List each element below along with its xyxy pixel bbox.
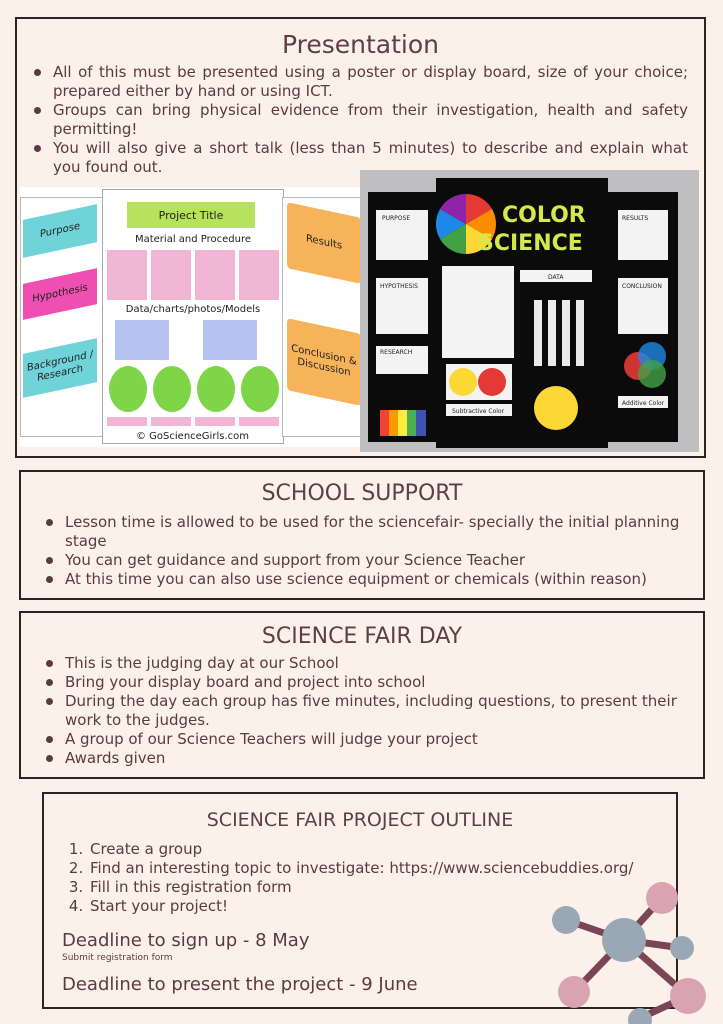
results-label: Results bbox=[305, 233, 343, 252]
placeholder-strip bbox=[151, 417, 191, 426]
science-fair-day-section bbox=[19, 611, 705, 779]
list-item: You will also give a short talk (less than 5 minutes) to describe and explain what you found out. bbox=[53, 139, 688, 176]
material-label: Material and Procedure bbox=[134, 234, 252, 245]
science-fair-day-title: SCIENCE FAIR DAY bbox=[261, 624, 463, 649]
placeholder-box bbox=[151, 250, 191, 300]
list-item: During the day each group has five minutes, including questions, to present their work to the judges. bbox=[65, 692, 703, 730]
board-conclusion: CONCLUSION bbox=[622, 283, 662, 290]
list-item: This is the judging day at our School bbox=[65, 654, 703, 673]
hypothesis-tag bbox=[23, 268, 97, 320]
list-item: Awards given bbox=[65, 749, 703, 768]
purpose-tag bbox=[23, 204, 97, 258]
board-research: RESEARCH bbox=[380, 349, 413, 356]
board-contents bbox=[360, 170, 699, 452]
science-fair-day-bullets bbox=[21, 654, 703, 768]
board-data: DATA bbox=[548, 274, 564, 281]
deadline-signup-note: Submit registration form bbox=[62, 953, 173, 963]
board-hypothesis: HYPOTHESIS bbox=[380, 283, 418, 290]
placeholder-box bbox=[195, 250, 235, 300]
diagram-copyright: © GoScienceGirls.com bbox=[136, 431, 249, 442]
school-support-section bbox=[19, 470, 705, 600]
list-item: Bring your display board and project into school bbox=[65, 673, 703, 692]
school-support-bullets bbox=[21, 513, 703, 589]
placeholder-box bbox=[239, 250, 279, 300]
trifold-left-panel bbox=[20, 197, 104, 437]
board-subtractive: Subtractive Color bbox=[452, 408, 505, 415]
placeholder-box bbox=[107, 250, 147, 300]
project-title-label: Project Title bbox=[158, 208, 224, 222]
placeholder-box bbox=[203, 320, 257, 360]
placeholder-strip bbox=[107, 417, 147, 426]
placeholder-circle bbox=[197, 366, 235, 412]
trifold-center-panel bbox=[102, 189, 284, 444]
list-item: Lesson time is allowed to be used for the sciencefair- specially the initial planning stage bbox=[65, 513, 703, 551]
list-item: All of this must be presented using a poster or display board, size of your choice; prepared either by hand or using ICT. bbox=[53, 63, 688, 100]
list-item: 1. Create a group bbox=[88, 840, 676, 859]
results-tag bbox=[287, 202, 361, 284]
background-label: Background / Research bbox=[26, 348, 94, 384]
board-purpose: PURPOSE bbox=[382, 215, 411, 222]
placeholder-box bbox=[115, 320, 169, 360]
list-item: 4. Start your project! bbox=[88, 897, 676, 916]
data-label: Data/charts/photos/Models bbox=[125, 304, 261, 315]
list-item: 3. Fill in this registration form bbox=[88, 878, 676, 897]
board-title-1: COLOR bbox=[502, 203, 586, 228]
board-photo bbox=[360, 170, 699, 452]
conclusion-tag bbox=[287, 318, 361, 406]
trifold-diagram bbox=[20, 187, 365, 447]
molecule-icon bbox=[540, 872, 723, 1024]
purpose-label: Purpose bbox=[39, 220, 81, 241]
conclusion-label: Conclusion & Discussion bbox=[291, 343, 357, 379]
board-title-2: SCIENCE bbox=[478, 231, 583, 256]
presentation-title: Presentation bbox=[281, 30, 439, 59]
deadline-signup: Deadline to sign up - 8 May bbox=[62, 930, 310, 951]
board-results: RESULTS bbox=[622, 215, 649, 222]
placeholder-circle bbox=[241, 366, 279, 412]
placeholder-circle bbox=[153, 366, 191, 412]
trifold-right-panel bbox=[282, 197, 366, 437]
presentation-section bbox=[15, 17, 706, 458]
placeholder-strip bbox=[195, 417, 235, 426]
school-support-title: SCHOOL SUPPORT bbox=[261, 481, 463, 506]
list-item: At this time you can also use science equipment or chemicals (within reason) bbox=[65, 570, 703, 589]
list-item: 2. Find an interesting topic to investigate: https://www.sciencebuddies.org/ bbox=[88, 859, 676, 878]
placeholder-strip bbox=[239, 417, 279, 426]
presentation-bullets bbox=[17, 63, 704, 177]
list-item: A group of our Science Teachers will judge your project bbox=[65, 730, 703, 749]
project-title-tag bbox=[127, 202, 255, 228]
list-item: You can get guidance and support from your Science Teacher bbox=[65, 551, 703, 570]
project-outline-title: SCIENCE FAIR PROJECT OUTLINE bbox=[206, 809, 514, 831]
background-tag bbox=[23, 338, 97, 398]
hypothesis-label: Hypothesis bbox=[32, 282, 88, 305]
list-item: Groups can bring physical evidence from their investigation, health and safety permitting! bbox=[53, 101, 688, 138]
placeholder-circle bbox=[109, 366, 147, 412]
deadline-present: Deadline to present the project - 9 June bbox=[62, 974, 418, 995]
board-additive: Additive Color bbox=[622, 400, 665, 407]
